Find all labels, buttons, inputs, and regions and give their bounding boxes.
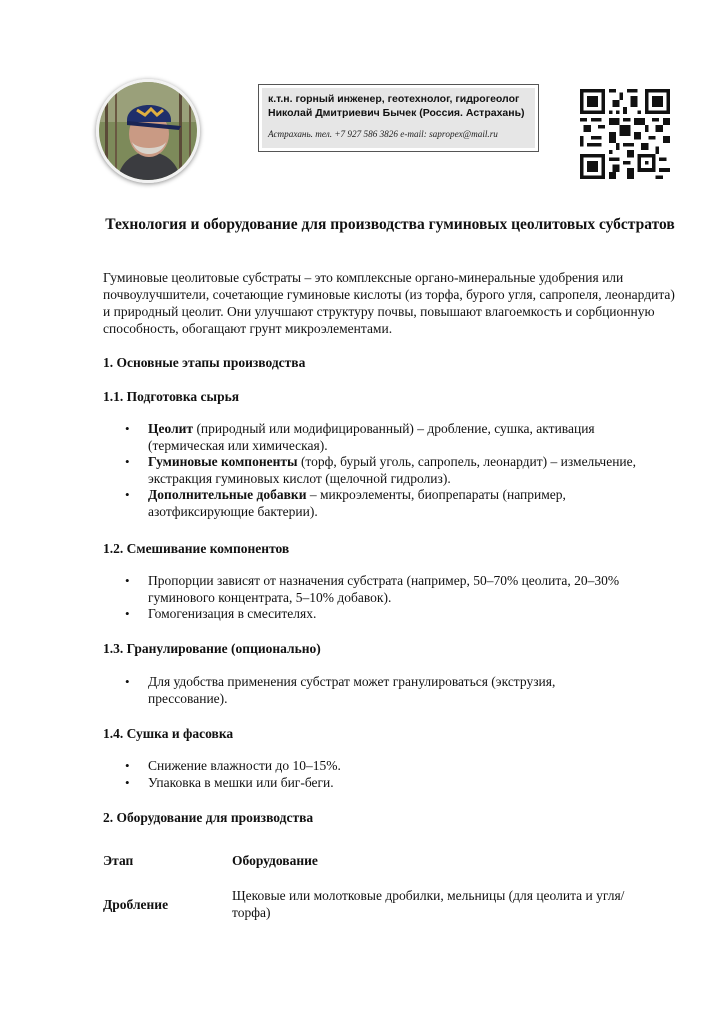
list-item: • Снижение влажности до 10–15%.: [125, 758, 625, 775]
table-header-equipment: Оборудование: [232, 853, 318, 868]
qr-code-icon: [580, 89, 670, 179]
list-item: • Гомогенизация в смесителях.: [125, 606, 665, 623]
table-cell-stage: Дробление: [103, 897, 169, 912]
author-contacts: Астрахань. тел. +7 927 586 3826 e-mail: saprорех@mail.ru: [268, 129, 498, 139]
section-1-1-heading: 1.1. Подготовка сырья: [103, 389, 240, 404]
section-1-2-heading: 1.2. Смешивание компонентов: [103, 541, 290, 556]
section-2-heading: 2. Оборудование для производства: [103, 810, 314, 825]
author-photo: [96, 79, 200, 183]
list-item: • Упаковка в мешки или биг-беги.: [125, 775, 625, 792]
list-item: • Цеолит (природный или модифицированный) – дробление, сушка, активация (термическая или химическая).: [125, 421, 655, 454]
section-1-heading: 1. Основные этапы производства: [103, 355, 306, 370]
table-header-stage: Этап: [103, 853, 134, 868]
mixing-list: [125, 573, 665, 623]
list-item: • Пропорции зависят от назначения субстрата (например, 50–70% цеолита, 20–30% гуминового концентрата, 5–10% добавок).: [125, 573, 665, 606]
raw-materials-list: [125, 421, 655, 520]
author-credentials: к.т.н. горный инженер, геотехнолог, гидрогеолог: [268, 93, 520, 105]
author-name: Николай Дмитриевич Бычек (Россия. Астрахань): [268, 107, 525, 119]
document-title: Технология и оборудование для производства гуминовых цеолитовых субстратов: [105, 216, 675, 233]
drying-list: [125, 758, 625, 791]
granulation-list: [125, 674, 635, 707]
list-item: • Для удобства применения субстрат может гранулироваться (экструзия, прессование).: [125, 674, 635, 707]
table-cell-equipment: Щековые или молотковые дробилки, мельницы (для цеолита и угля/торфа): [232, 888, 625, 920]
intro-paragraph: Гуминовые цеолитовые субстраты – это комплексные органо-минеральные удобрения или почвоулучшители, сочетающие гуминовые кислоты (из торфа, бурого угля, сапропеля, леонардита) и природный цеолит. Они улучшают структуру почвы, повышают влагоемкость и сорбционную способность, обогащают грунт микроэлементами.: [103, 270, 675, 336]
list-item: • Гуминовые компоненты (торф, бурый уголь, сапропель, леонардит) – измельчение, экстракция гуминовых кислот (щелочной гидролиз).: [125, 454, 655, 487]
section-1-4-heading: 1.4. Сушка и фасовка: [103, 726, 234, 741]
author-contact-card: [258, 84, 539, 152]
section-1-3-heading: 1.3. Гранулирование (опционально): [103, 641, 321, 656]
list-item: • Дополнительные добавки – микроэлементы, биопрепараты (например, азотфиксирующие бактерии).: [125, 487, 655, 520]
author-portrait-image: [99, 82, 197, 180]
